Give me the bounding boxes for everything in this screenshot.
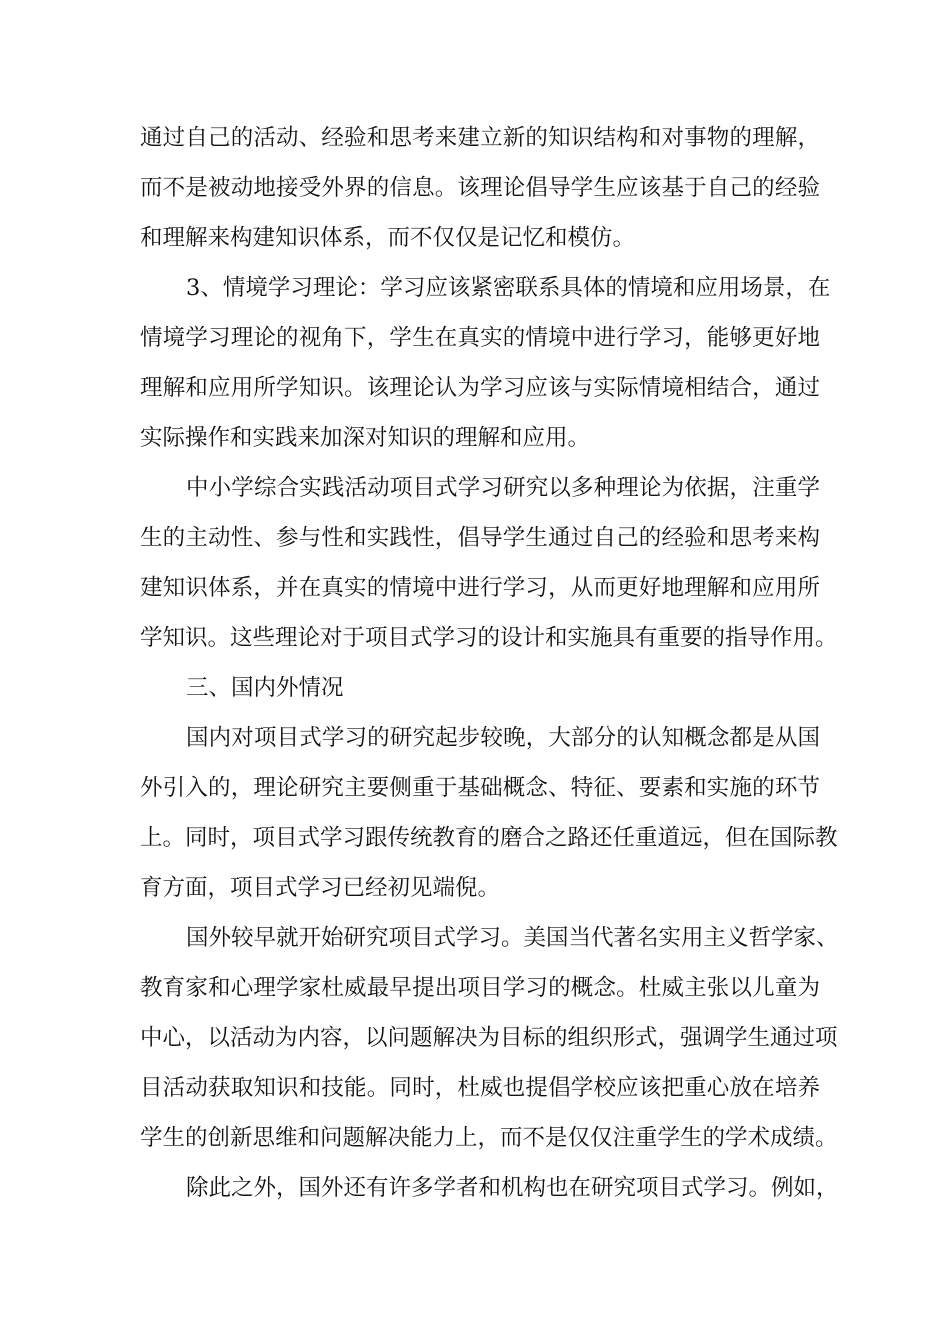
text-line: 育方面，项目式学习已经初见端倪。: [140, 875, 501, 901]
text-line: 通过自己的活动、经验和思考来建立新的知识结构和对事物的理解，: [140, 125, 820, 151]
text-line: 国外较早就开始研究项目式学习。美国当代著名实用主义哲学家、: [186, 925, 839, 951]
text-line: 建知识体系，并在真实的情境中进行学习，从而更好地理解和应用所: [140, 575, 820, 601]
section-heading: 三、国内外情况: [186, 675, 344, 701]
text-line: 3、情境学习理论：学习应该紧密联系具体的情境和应用场景，在: [186, 275, 831, 301]
text-line: 实际操作和实践来加深对知识的理解和应用。: [140, 425, 591, 451]
text-line: 和理解来构建知识体系，而不仅仅是记忆和模仿。: [140, 225, 636, 251]
text-line: 中小学综合实践活动项目式学习研究以多种理论为依据，注重学: [186, 475, 820, 501]
text-line: 中心，以活动为内容，以问题解决为目标的组织形式，强调学生通过项: [140, 1025, 838, 1051]
text-line: 学生的创新思维和问题解决能力上，而不是仅仅注重学生的学术成绩。: [140, 1125, 838, 1151]
text-line: 除此之外，国外还有许多学者和机构也在研究项目式学习。例如，: [186, 1175, 839, 1201]
text-line: 外引入的，理论研究主要侧重于基础概念、特征、要素和实施的环节: [140, 775, 820, 801]
text-line: 生的主动性、参与性和实践性，倡导学生通过自己的经验和思考来构: [140, 525, 820, 551]
text-line: 目活动获取知识和技能。同时，杜威也提倡学校应该把重心放在培养: [140, 1075, 820, 1101]
text-line: 上。同时，项目式学习跟传统教育的磨合之路还任重道远，但在国际教: [140, 825, 838, 851]
text-line: 而不是被动地接受外界的信息。该理论倡导学生应该基于自己的经验: [140, 175, 820, 201]
text-line: 理解和应用所学知识。该理论认为学习应该与实际情境相结合，通过: [140, 375, 820, 401]
text-line: 教育家和心理学家杜威最早提出项目学习的概念。杜威主张以儿童为: [140, 975, 820, 1001]
text-line: 学知识。这些理论对于项目式学习的设计和实施具有重要的指导作用。: [140, 625, 838, 651]
text-line: 情境学习理论的视角下，学生在真实的情境中进行学习，能够更好地: [140, 325, 820, 351]
text-line: 国内对项目式学习的研究起步较晚，大部分的认知概念都是从国: [186, 725, 820, 751]
